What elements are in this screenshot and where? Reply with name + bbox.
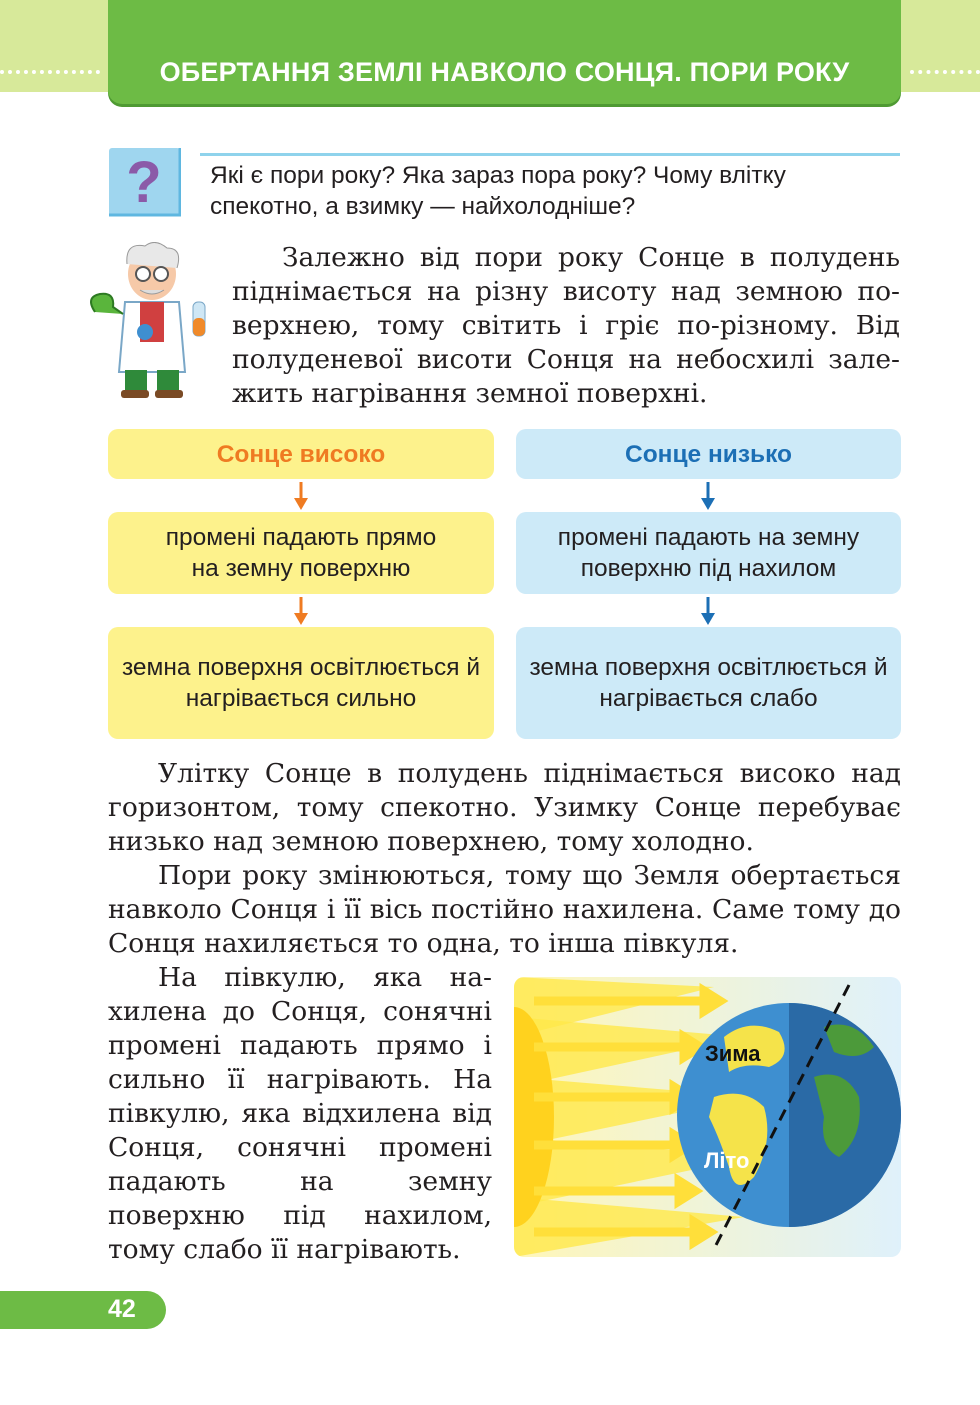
- label-winter: Зима: [705, 1041, 761, 1066]
- sun-low-step2: земна поверхня освітлюється й нагрівається слабо: [529, 654, 888, 712]
- earth-sun-drawing: [514, 977, 901, 1257]
- intro-paragraph: Залежно від пори року Сонце в полудень піднімається на різну висоту над земною поверхнею, тому світить і гріє по-різному. Від полуденевої висоти Сонця на небосхилі залежить нагрівання земної поверхні.: [232, 242, 900, 409]
- sun-low-step2-box: [516, 627, 901, 739]
- sun-high-heading-box: [108, 429, 494, 479]
- sun-high-heading: Сонце високо: [216, 440, 386, 468]
- arrow-down-icon: [294, 482, 308, 510]
- label-summer: Літо: [704, 1148, 750, 1173]
- sun-low-heading-box: [516, 429, 901, 479]
- question-rule: [200, 153, 900, 156]
- question-mark-icon: [108, 147, 181, 217]
- page-number: 42: [108, 1295, 136, 1323]
- question-text: Які є пори року? Яка зараз пора року? Чому влітку спекотно, а взимку — найхолодніше?: [210, 162, 786, 220]
- body-paragraph-1: Улітку Сонце в полудень піднімається високо над горизонтом, тому спекотно. Узимку Сонце перебуває низько над земною поверхнею, тому холодно.: [108, 758, 901, 857]
- sun-high-step2: земна поверхня освітлюється й нагрівається сильно: [121, 654, 481, 712]
- sun-low-step1: промені падають на земну поверхню під нахилом: [557, 524, 860, 582]
- sun-low-step1-box: [516, 512, 901, 594]
- arrow-down-icon: [294, 597, 308, 625]
- page-title: ОБЕРТАННЯ ЗЕМЛІ НАВКОЛО СОНЦЯ. ПОРИ РОКУ: [159, 57, 850, 87]
- sun-high-step2-box: [108, 627, 494, 739]
- sun-high-step1-box: [108, 512, 494, 594]
- sun-low-heading: Сонце низько: [625, 440, 792, 468]
- svg-text:?: ?: [126, 150, 162, 215]
- body-paragraph-3: На півкулю, яка нахилена до Сонця, сонячні промені падають прямо і сильно її нагрівають. На півкулю, яка відхилена від Сонця, сонячні промені падають на земну поверхню під нахилом, тому слабо її нагрівають.: [108, 962, 492, 1265]
- header-dots-right: [910, 70, 980, 78]
- title-bar: [108, 0, 901, 104]
- header-dots-left: [0, 70, 100, 78]
- arrow-down-icon: [701, 597, 715, 625]
- professor-illustration: [85, 242, 220, 402]
- earth-sun-illustration: [514, 977, 901, 1257]
- arrow-down-icon: [701, 482, 715, 510]
- sun-high-step1: промені падають прямо на земну поверхню: [165, 524, 437, 582]
- body-paragraph-2: Пори року змінюються, тому що Земля обертається навколо Сонця і її вісь постійно нахилена. Саме тому до Сонця нахиляється то одна, то інша півкуля.: [108, 860, 901, 959]
